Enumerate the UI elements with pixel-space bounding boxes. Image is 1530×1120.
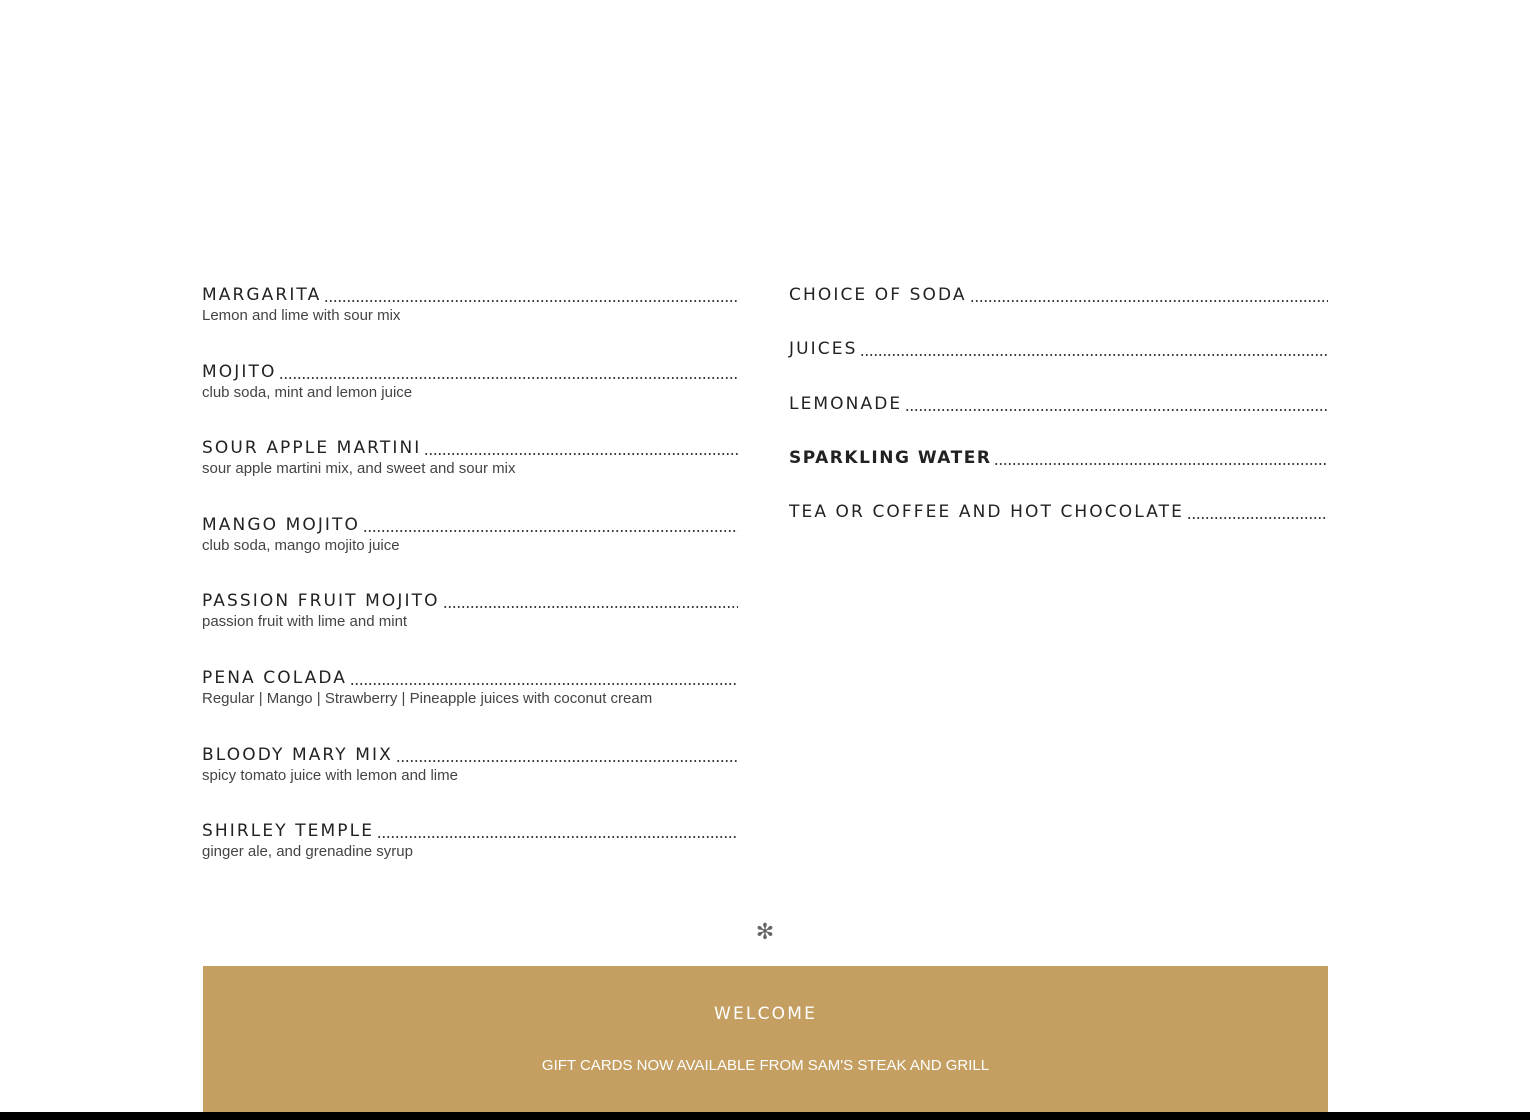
welcome-title: WELCOME — [713, 1004, 818, 1024]
menu-item-description: club soda, mango mojito juice — [202, 536, 400, 554]
menu-item-name: MOJITO — [202, 361, 277, 382]
menu-item-choice-of-soda — [789, 282, 1328, 336]
menu-item-margarita — [202, 282, 738, 359]
dotted-leader — [377, 836, 738, 838]
menu-item-sparkling-water — [789, 445, 1328, 499]
menu-item-mojito — [202, 359, 738, 436]
menu-item-shirley-temple — [202, 818, 738, 895]
dotted-leader — [279, 377, 738, 379]
dotted-leader — [324, 300, 738, 302]
menu-item-name: SPARKLING WATER — [789, 447, 992, 468]
menu-item-tea-coffee-hot-chocolate — [789, 499, 1328, 553]
menu-item-description: sour apple martini mix, and sweet and sour mix — [202, 460, 516, 478]
menu-item-name: LEMONADE — [789, 393, 903, 414]
menu-item-description: ginger ale, and grenadine syrup — [202, 843, 413, 861]
soft-drinks-menu — [789, 282, 1328, 553]
dotted-leader — [396, 760, 738, 762]
menu-item-name: BLOODY MARY MIX — [202, 744, 393, 765]
menu-item-sour-apple-martini — [202, 435, 738, 512]
menu-item-name: PENA COLADA — [202, 667, 348, 688]
menu-item-name: SOUR APPLE MARTINI — [202, 438, 422, 459]
dotted-leader — [424, 453, 738, 455]
cocktails-menu — [202, 282, 738, 895]
asterisk-divider-icon: ✻ — [755, 920, 775, 945]
dotted-leader — [1187, 517, 1328, 519]
dotted-leader — [970, 300, 1328, 302]
gift-cards-link[interactable]: GIFT CARDS NOW AVAILABLE FROM SAM'S STEAK AND GRILL — [541, 1057, 990, 1074]
dotted-leader — [994, 463, 1328, 465]
menu-item-description: spicy tomato juice with lemon and lime — [202, 766, 458, 784]
menu-item-description: Lemon and lime with sour mix — [202, 307, 401, 324]
menu-item-bloody-mary-mix — [202, 742, 738, 819]
menu-item-pena-colada — [202, 665, 738, 742]
dotted-leader — [350, 683, 738, 685]
dotted-leader — [860, 354, 1328, 356]
menu-item-juices — [789, 336, 1328, 390]
menu-item-description: passion fruit with lime and mint — [202, 613, 408, 631]
menu-item-description: Regular | Mango | Strawberry | Pineapple juices with coconut cream — [202, 689, 653, 707]
menu-item-name: MARGARITA — [202, 285, 322, 305]
menu-item-name: TEA OR COFFEE AND HOT CHOCOLATE — [789, 502, 1184, 523]
dotted-leader — [363, 530, 738, 532]
menu-item-passion-fruit-mojito — [202, 588, 738, 665]
bottom-bar — [0, 1112, 1530, 1120]
menu-item-name: SHIRLEY TEMPLE — [202, 821, 375, 842]
welcome-banner — [203, 966, 1328, 1114]
menu-item-description: club soda, mint and lemon juice — [202, 383, 413, 401]
menu-item-name: MANGO MOJITO — [202, 514, 361, 535]
menu-item-name: CHOICE OF SODA — [789, 285, 967, 305]
menu-item-name: PASSION FRUIT MOJITO — [202, 591, 440, 612]
dotted-leader — [905, 409, 1328, 411]
menu-item-name: JUICES — [789, 339, 858, 360]
dotted-leader — [443, 606, 738, 608]
menu-item-mango-mojito — [202, 512, 738, 589]
menu-item-lemonade — [789, 391, 1328, 445]
